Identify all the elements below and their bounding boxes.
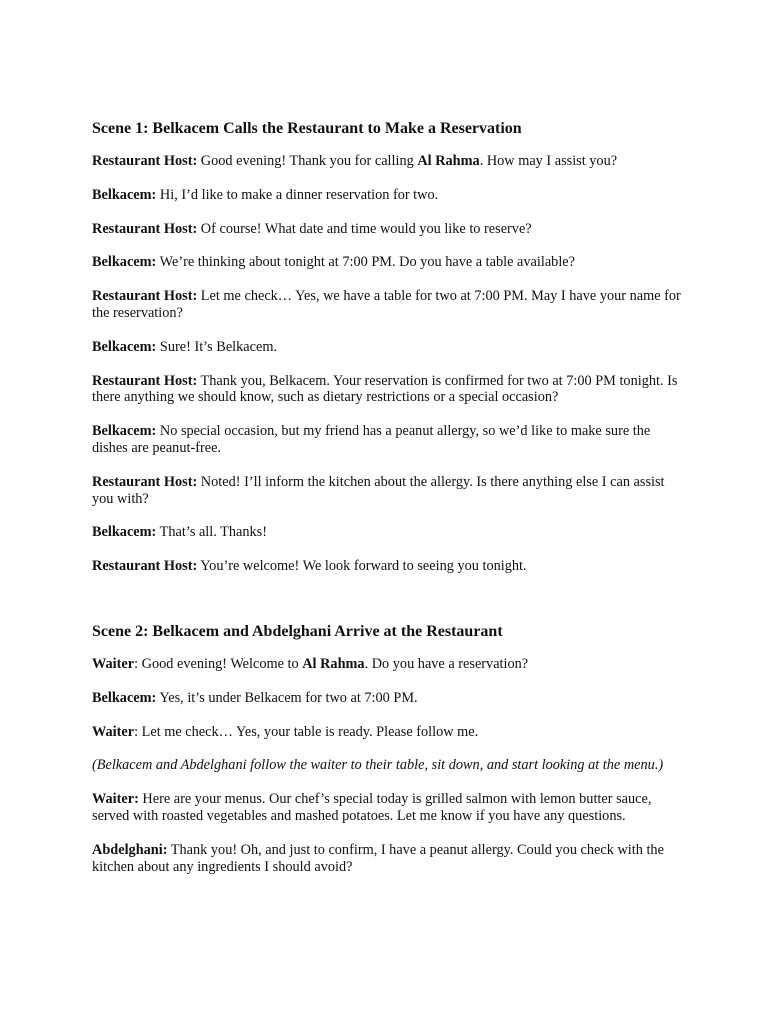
dialogue-text: Yes, it’s under Belkacem for two at 7:00 PM. [156, 689, 418, 706]
dialogue-text: : Good evening! Welcome to [134, 655, 303, 672]
dialogue-line [92, 690, 682, 707]
scene-1-title: Scene 1: Belkacem Calls the Restaurant to Make a Reservation [92, 120, 522, 137]
dialogue-text: : Let me check… Yes, your table is ready. Please follow me. [134, 723, 479, 740]
speaker-name: Waiter [92, 723, 135, 740]
dialogue-text: That’s all. Thanks! [156, 524, 267, 541]
dialogue-text: Good evening! Thank you for calling [197, 153, 418, 169]
dialogue-line [92, 187, 682, 204]
dialogue-text: Here are your menus. Our chef’s special today is grilled salmon with lemon butter sauce, served with roasted vegetables and mashed potatoes. Let me know if you have any questions. [92, 791, 652, 824]
speaker-name: Restaurant Host: [92, 372, 198, 389]
speaker-name: Belkacem: [92, 186, 157, 203]
dialogue-line [92, 373, 682, 407]
restaurant-name: Al Rahma [302, 655, 365, 672]
dialogue-line [92, 842, 682, 876]
speaker-name: Waiter [92, 655, 135, 672]
dialogue-text: Thank you! Oh, and just to confirm, I have a peanut allergy. Could you check with the kitchen about any ingredients I should avoid? [92, 841, 664, 875]
speaker-name: Belkacem: [92, 524, 157, 541]
dialogue-text: Sure! It’s Belkacem. [156, 338, 278, 355]
speaker-name: Belkacem: [92, 689, 157, 706]
speaker-name: Restaurant Host: [92, 288, 198, 305]
dialogue-text: . Do you have a reservation? [364, 655, 529, 672]
dialogue-text: You’re welcome! We look forward to seeing you tonight. [197, 558, 527, 575]
dialogue-text: Thank you, Belkacem. Your reservation is confirmed for two at 7:00 PM tonight. Is there anything we should know, such as dietary restrictions or a special occasion? [92, 372, 678, 406]
dialogue-line [92, 524, 682, 541]
dialogue-text: Let me check… Yes, we have a table for two at 7:00 PM. May I have your name for the reservation? [92, 288, 681, 321]
dialogue-line [92, 656, 682, 673]
document-body [92, 119, 682, 892]
speaker-name: Belkacem: [92, 338, 157, 355]
dialogue-line [92, 423, 682, 457]
speaker-name: Belkacem: [92, 423, 157, 440]
dialogue-text: Of course! What date and time would you like to reserve? [197, 220, 532, 237]
speaker-name: Waiter: [92, 791, 139, 808]
dialogue-text: No special occasion, but my friend has a peanut allergy, so we’d like to make sure the dishes are peanut-free. [92, 423, 651, 456]
dialogue-line [92, 791, 682, 825]
dialogue-line [92, 558, 682, 575]
dialogue-line [92, 254, 682, 271]
restaurant-name: Al Rahma [417, 153, 480, 169]
dialogue-line [92, 724, 682, 741]
dialogue-text: Noted! I’ll inform the kitchen about the allergy. Is there anything else I can assist you with? [92, 473, 665, 507]
dialogue-text: . How may I assist you? [479, 153, 618, 169]
speaker-name: Abdelghani: [92, 841, 168, 858]
speaker-name: Restaurant Host: [92, 153, 198, 169]
dialogue-text: We’re thinking about tonight at 7:00 PM. Do you have a table available? [156, 254, 575, 271]
dialogue-line [92, 288, 682, 322]
dialogue-line [92, 339, 682, 356]
dialogue-line [92, 474, 682, 508]
speaker-name: Restaurant Host: [92, 558, 198, 575]
dialogue-line [92, 221, 682, 238]
speaker-name: Belkacem: [92, 254, 157, 271]
speaker-name: Restaurant Host: [92, 220, 198, 237]
scene-2-title: Scene 2: Belkacem and Abdelghani Arrive at the Restaurant [92, 622, 503, 640]
dialogue-line [92, 153, 682, 170]
dialogue-text: Hi, I’d like to make a dinner reservation for two. [156, 186, 439, 203]
stage-direction: (Belkacem and Abdelghani follow the waiter to their table, sit down, and start looking at the menu.) [92, 757, 664, 774]
speaker-name: Restaurant Host: [92, 473, 198, 490]
